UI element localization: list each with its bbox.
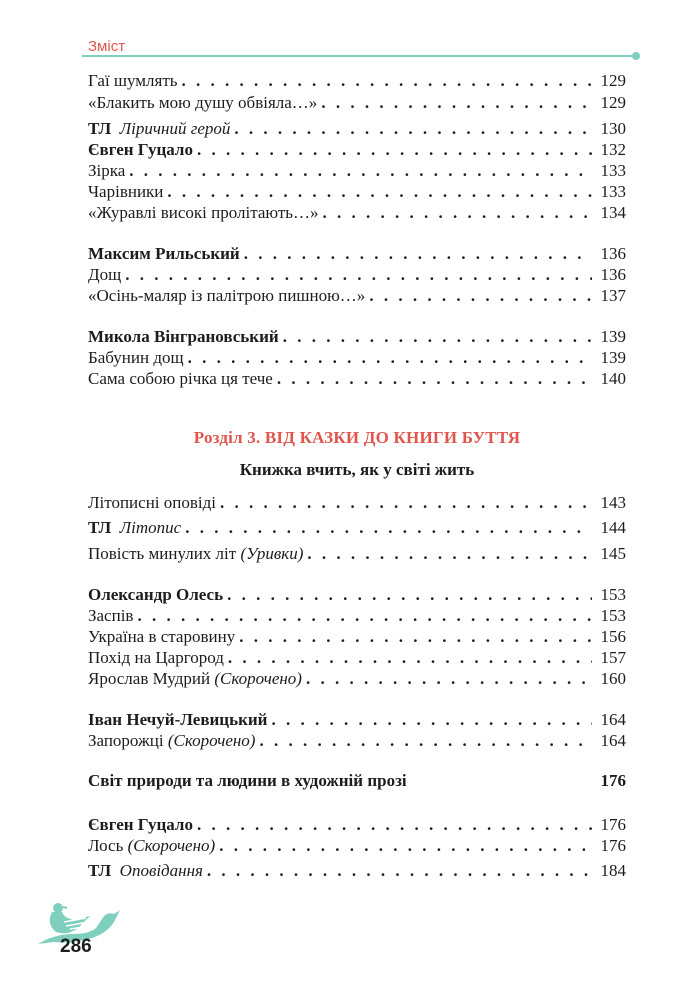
toc-entry[interactable]: [88, 709, 626, 731]
leader-dots: [271, 709, 592, 731]
entry-title: Гаї шумлять: [88, 71, 178, 90]
entry-page: 133: [600, 182, 626, 201]
entry-page: 136: [600, 244, 626, 263]
toc-entry[interactable]: [88, 264, 626, 286]
entry-author: Микола Вінграновський: [88, 327, 279, 346]
entry-title: Зірка: [88, 161, 126, 180]
theory-prefix: ТЛ: [88, 119, 112, 138]
entry-title: Літописні оповіді: [88, 493, 216, 512]
leader-dots: [244, 243, 592, 265]
header-dot: [632, 52, 640, 60]
theory-prefix: ТЛ: [88, 861, 112, 880]
entry-page: 132: [600, 140, 626, 159]
entry-title: Лось: [88, 836, 124, 855]
entry-page: 184: [600, 861, 626, 880]
entry-author: Іван Нечуй-Левицький: [88, 710, 268, 729]
toc-entry[interactable]: [88, 492, 626, 514]
entry-page: 137: [600, 286, 626, 305]
entry-page: 139: [600, 348, 626, 367]
toc-entry[interactable]: [88, 626, 626, 648]
entry-page: 156: [600, 627, 626, 646]
entry-title: Бабунин дощ: [88, 348, 184, 367]
leader-dots: [239, 626, 592, 648]
leader-dots: [125, 264, 592, 286]
entry-author: Євген Гуцало: [88, 140, 193, 159]
leader-dots: [323, 202, 592, 224]
entry-page: 145: [600, 544, 626, 563]
toc-entry[interactable]: [88, 243, 626, 265]
header-rule: [82, 55, 634, 57]
leader-dots: [321, 92, 592, 114]
toc-entry[interactable]: [88, 543, 626, 565]
toc-entry[interactable]: [88, 285, 626, 307]
toc-entry[interactable]: [88, 181, 626, 203]
entry-author: Євген Гуцало: [88, 815, 193, 834]
toc-entry[interactable]: [88, 517, 626, 539]
leader-dots: [167, 181, 592, 203]
subsection-title: Книжка вчить, як у світі жить: [239, 460, 475, 479]
toc-entry[interactable]: [88, 202, 626, 224]
nature-heading[interactable]: [88, 771, 626, 791]
entry-page: 129: [600, 71, 626, 90]
entry-title: Дощ: [88, 265, 122, 284]
entry-page: 164: [600, 710, 626, 729]
toc-entry[interactable]: [88, 160, 626, 182]
entry-page: 176: [600, 815, 626, 834]
entry-title: Повість минулих літ: [88, 544, 237, 563]
entry-title: Літопис: [119, 518, 182, 537]
entry-page: 140: [600, 369, 626, 388]
entry-note: (Скорочено): [167, 731, 256, 750]
entry-page: 153: [600, 606, 626, 625]
leader-dots: [369, 285, 592, 307]
leader-dots: [197, 139, 592, 161]
entry-note: (Уривки): [240, 544, 304, 563]
toc-entry[interactable]: [88, 347, 626, 369]
section-title: Розділ 3. ВІД КАЗКИ ДО КНИГИ БУТТЯ: [193, 428, 521, 447]
entry-title: Україна в старовину: [88, 627, 236, 646]
toc-entry[interactable]: [88, 860, 626, 882]
entry-page: 153: [600, 585, 626, 604]
leader-dots: [182, 70, 592, 92]
entry-page: 176: [600, 771, 626, 790]
toc-entry[interactable]: [88, 730, 626, 752]
entry-title: Похід на Царгород: [88, 648, 224, 667]
theory-prefix: ТЛ: [88, 518, 112, 537]
header-label: Зміст: [88, 38, 126, 55]
entry-page: 160: [600, 669, 626, 688]
leader-dots: [307, 543, 592, 565]
leader-dots: [137, 605, 592, 627]
leader-dots: [283, 326, 592, 348]
toc-entry[interactable]: [88, 118, 626, 140]
entry-page: 130: [600, 119, 626, 138]
entry-page: 164: [600, 731, 626, 750]
entry-title: Ліричний герой: [119, 119, 231, 138]
leader-dots: [197, 814, 592, 836]
entry-title: «Блакить мою душу обвіяла…»: [88, 93, 318, 112]
toc-entry[interactable]: [88, 70, 626, 92]
entry-author: Максим Рильський: [88, 244, 240, 263]
toc-entry[interactable]: [88, 814, 626, 836]
toc-entry[interactable]: [88, 368, 626, 390]
leader-dots: [188, 347, 592, 369]
toc-entry[interactable]: [88, 92, 626, 114]
leader-dots: [219, 835, 592, 857]
entry-title: «Журавлі високі пролітають…»: [88, 203, 319, 222]
toc-entry[interactable]: [88, 139, 626, 161]
leader-dots: [277, 368, 592, 390]
leader-dots: [220, 492, 592, 514]
toc-entry[interactable]: [88, 835, 626, 857]
entry-page: 144: [600, 518, 626, 537]
entry-title: «Осінь-маляр із палітрою пишною…»: [88, 286, 366, 305]
toc-entry[interactable]: [88, 668, 626, 690]
entry-title: Запорожці: [88, 731, 164, 750]
entry-page: 133: [600, 161, 626, 180]
entry-page: 136: [600, 265, 626, 284]
entry-title: Оповідання: [119, 861, 203, 880]
toc-entry[interactable]: [88, 326, 626, 348]
leader-dots: [185, 517, 592, 539]
entry-page: 157: [600, 648, 626, 667]
leader-dots: [207, 860, 592, 882]
entry-title: Сама собою річка ця тече: [88, 369, 273, 388]
entry-page: 139: [600, 327, 626, 346]
toc-entry[interactable]: [88, 605, 626, 627]
entry-author: Олександр Олесь: [88, 585, 224, 604]
entry-title: Чарівники: [88, 182, 164, 201]
entry-page: 134: [600, 203, 626, 222]
entry-note: (Скорочено): [214, 669, 302, 688]
heading-title: Світ природи та людини в художній прозі: [88, 771, 407, 790]
entry-page: 176: [600, 836, 626, 855]
leader-dots: [129, 160, 592, 182]
leader-dots: [228, 647, 592, 669]
toc-entry[interactable]: [88, 647, 626, 669]
entry-page: 143: [600, 493, 626, 512]
entry-note: (Скорочено): [127, 836, 216, 855]
leader-dots: [306, 668, 592, 690]
leader-dots: [227, 584, 592, 606]
toc-entry[interactable]: [88, 584, 626, 606]
page-number: 286: [60, 936, 92, 957]
entry-page: 129: [600, 93, 626, 112]
entry-title: Ярослав Мудрий: [88, 669, 211, 688]
leader-dots: [259, 730, 592, 752]
entry-title: Заспів: [88, 606, 134, 625]
leader-dots: [234, 118, 592, 140]
